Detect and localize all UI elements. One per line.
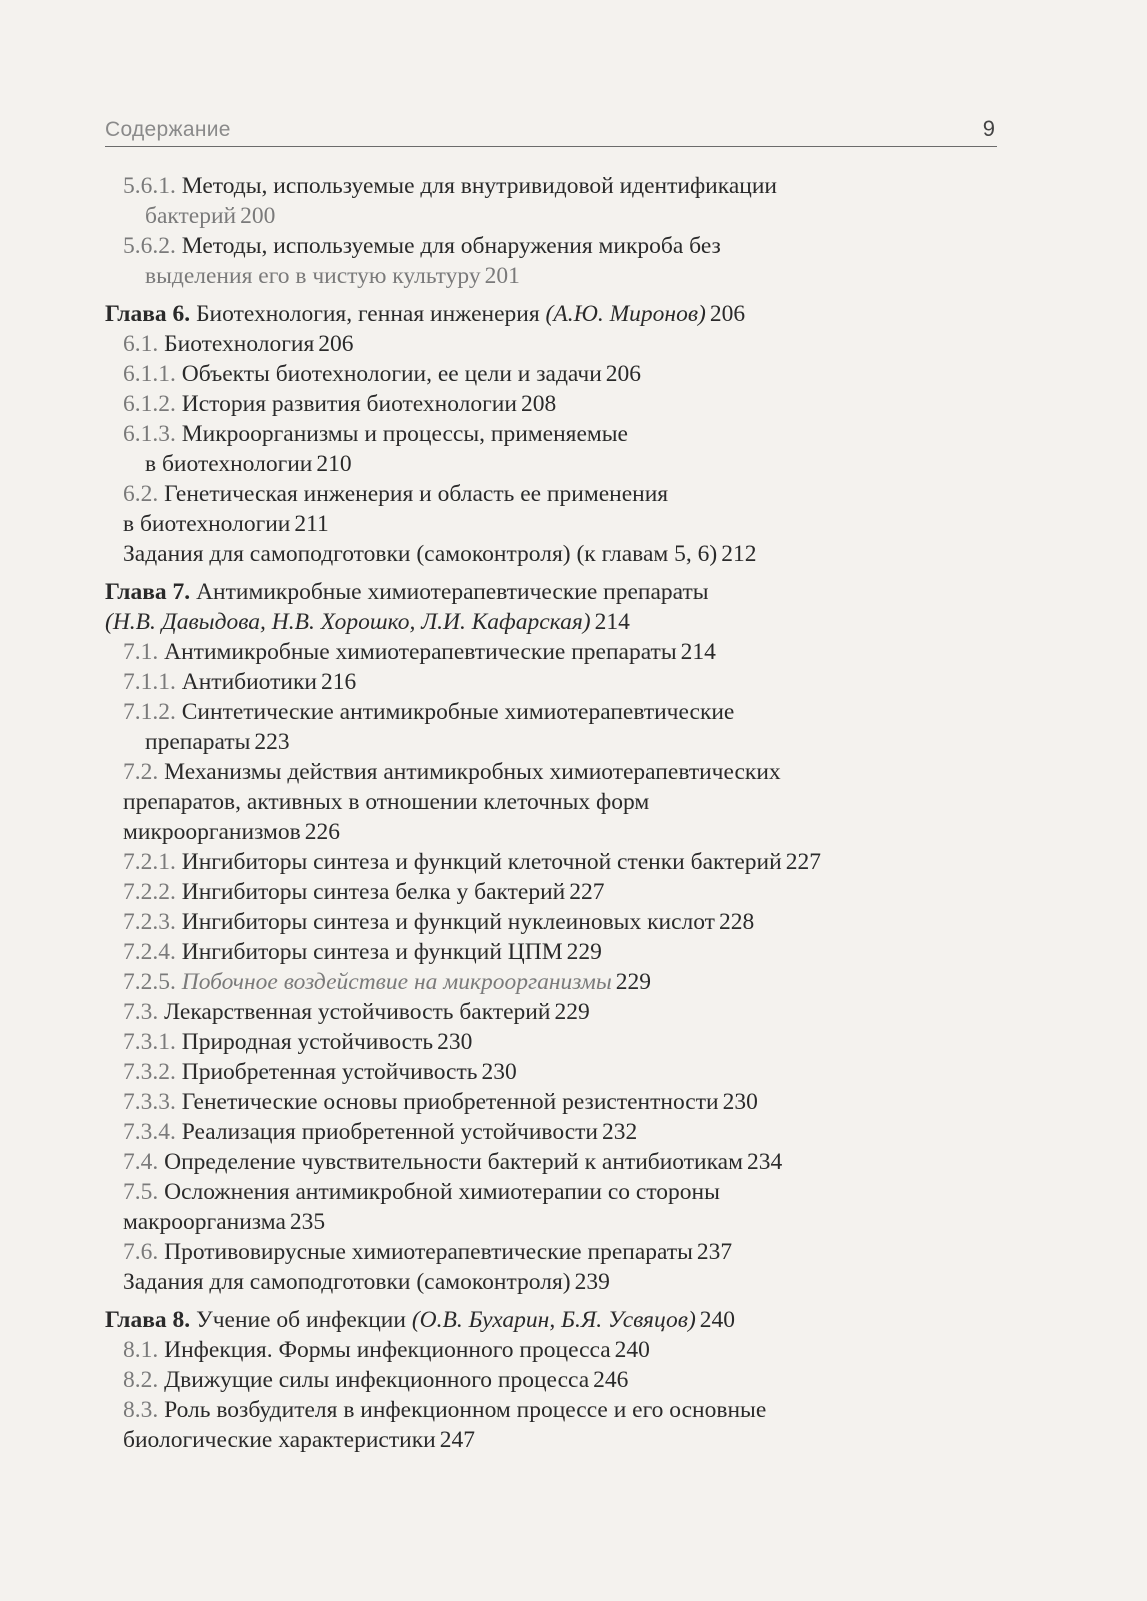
toc-entry bbox=[105, 757, 1000, 847]
section-title: выделения его в чистую культуру bbox=[145, 263, 481, 289]
toc-entry bbox=[105, 1057, 1000, 1087]
toc-entry-last-line bbox=[123, 1147, 1000, 1177]
toc-entry-last-line bbox=[123, 509, 1000, 539]
toc-entry-line bbox=[123, 479, 1000, 509]
toc-entry-last-line bbox=[123, 1207, 1000, 1237]
toc-entry-line bbox=[123, 787, 1000, 817]
chapter-label: Глава 6. bbox=[105, 301, 191, 327]
toc-entry-last-line bbox=[123, 997, 1000, 1027]
page-reference: 223 bbox=[254, 729, 290, 755]
toc-entry-text bbox=[123, 999, 550, 1025]
section-title: Учение об инфекции bbox=[196, 1307, 406, 1333]
toc-entry-last-line bbox=[105, 1305, 1000, 1335]
toc-entry-last-line bbox=[123, 1087, 1000, 1117]
page-reference: 208 bbox=[520, 391, 557, 417]
section-title: Методы, используемые для обнаружения микроба без bbox=[181, 233, 721, 259]
section-number: 7.3.4. bbox=[123, 1119, 176, 1145]
section-title: Приобретенная устойчивость bbox=[181, 1059, 478, 1085]
section-title: Задания для самоподготовки (самоконтроля) (к главам 5, 6) bbox=[123, 541, 718, 567]
section-title: Определение чувствительности бактерий к антибиотикам bbox=[164, 1149, 743, 1175]
toc-entry bbox=[105, 479, 1000, 539]
toc-entry-last-line bbox=[123, 967, 1000, 997]
page-reference: 246 bbox=[593, 1367, 629, 1393]
chapter-label: Глава 8. bbox=[105, 1307, 191, 1333]
section-number: 7.3.3. bbox=[123, 1089, 176, 1115]
toc-entry-last-line bbox=[123, 1335, 1000, 1365]
toc-entry bbox=[105, 1147, 1000, 1177]
toc-entry bbox=[105, 637, 1000, 667]
toc-entry-last-line bbox=[123, 359, 1000, 389]
section-number: 6.1.3. bbox=[123, 421, 176, 447]
toc-entry bbox=[105, 967, 1000, 997]
section-title: биологические характеристики bbox=[123, 1427, 436, 1453]
toc-chapter-entry bbox=[105, 577, 1000, 637]
table-of-contents bbox=[105, 171, 1000, 1455]
section-number: 8.3. bbox=[123, 1397, 159, 1423]
section-title: Осложнения антимикробной химиотерапии со стороны bbox=[164, 1179, 720, 1205]
toc-entry-last-line bbox=[123, 667, 1000, 697]
toc-entry-text bbox=[105, 609, 591, 635]
section-number: 7.3.2. bbox=[123, 1059, 176, 1085]
toc-entry bbox=[105, 907, 1000, 937]
section-title: микроорганизмов bbox=[123, 819, 301, 845]
toc-entry bbox=[105, 539, 1000, 569]
toc-entry-line bbox=[123, 1177, 1000, 1207]
toc-entry-last-line bbox=[105, 607, 1000, 637]
toc-entry-text bbox=[123, 669, 317, 695]
toc-entry-text bbox=[105, 301, 706, 327]
toc-entry-last-line bbox=[123, 1267, 1000, 1297]
section-number: 7.1. bbox=[123, 639, 159, 665]
toc-entry-text bbox=[123, 1149, 743, 1175]
page-reference: 229 bbox=[554, 999, 590, 1025]
chapter-authors: (Н.В. Давыдова, Н.В. Хорошко, Л.И. Кафарская) bbox=[105, 609, 591, 635]
page-reference: 206 bbox=[605, 361, 642, 387]
section-title: Ингибиторы синтеза и функций ЦПМ bbox=[181, 939, 563, 965]
section-title: в биотехнологии bbox=[123, 511, 291, 537]
toc-entry-last-line bbox=[123, 1027, 1000, 1057]
toc-entry bbox=[105, 697, 1000, 757]
section-number: 7.3. bbox=[123, 999, 159, 1025]
page-reference: 230 bbox=[722, 1089, 758, 1115]
toc-entry-last-line bbox=[123, 727, 1000, 757]
toc-entry-text bbox=[123, 1337, 611, 1363]
toc-entry-text bbox=[123, 879, 565, 905]
section-title: Антибиотики bbox=[181, 669, 317, 695]
toc-chapter-entry bbox=[105, 299, 1000, 329]
toc-entry-last-line bbox=[123, 389, 1000, 419]
section-number: 8.1. bbox=[123, 1337, 159, 1363]
page-reference: 200 bbox=[240, 203, 276, 229]
toc-entry bbox=[105, 1117, 1000, 1147]
section-title: препараты bbox=[145, 729, 251, 755]
toc-entry bbox=[105, 1087, 1000, 1117]
section-title: Объекты биотехнологии, ее цели и задачи bbox=[181, 361, 602, 387]
section-title: Роль возбудителя в инфекционном процессе и его основные bbox=[164, 1397, 767, 1423]
section-title: Микроорганизмы и процессы, применяемые bbox=[181, 421, 628, 447]
section-title: Лекарственная устойчивость бактерий bbox=[164, 999, 551, 1025]
toc-entry-text bbox=[123, 331, 314, 357]
section-title: Природная устойчивость bbox=[181, 1029, 434, 1055]
page-reference: 201 bbox=[484, 263, 520, 289]
section-title: Ингибиторы синтеза и функций клеточной стенки бактерий bbox=[181, 849, 782, 875]
toc-entry-text bbox=[123, 541, 717, 567]
page-reference: 234 bbox=[746, 1149, 783, 1175]
section-title: препаратов, активных в отношении клеточных форм bbox=[123, 789, 650, 815]
toc-entry-last-line bbox=[123, 1117, 1000, 1147]
section-title: Реализация приобретенной устойчивости bbox=[181, 1119, 598, 1145]
header-title: Содержание bbox=[105, 118, 231, 141]
toc-entry-text bbox=[145, 451, 312, 477]
toc-entry-last-line bbox=[123, 539, 1000, 569]
section-title: Движущие силы инфекционного процесса bbox=[164, 1367, 590, 1393]
section-title: Антимикробные химиотерапевтические препараты bbox=[164, 639, 677, 665]
toc-entry-line bbox=[123, 1395, 1000, 1425]
toc-entry-text bbox=[145, 263, 481, 289]
toc-entry-text bbox=[123, 391, 517, 417]
toc-entry bbox=[105, 847, 1000, 877]
section-title: Задания для самоподготовки (самоконтроля) bbox=[123, 1269, 571, 1295]
page-reference: 229 bbox=[615, 969, 652, 995]
toc-entry-last-line bbox=[123, 329, 1000, 359]
toc-chapter-entry bbox=[105, 1305, 1000, 1335]
section-number: 6.1.2. bbox=[123, 391, 176, 417]
section-number: 7.4. bbox=[123, 1149, 159, 1175]
toc-entry-text bbox=[145, 729, 250, 755]
toc-entry-last-line bbox=[123, 937, 1000, 967]
toc-entry-text bbox=[123, 1269, 571, 1295]
toc-entry-last-line bbox=[123, 847, 1000, 877]
page-reference: 210 bbox=[316, 451, 352, 477]
page-reference: 226 bbox=[304, 819, 341, 845]
section-number: 8.2. bbox=[123, 1367, 159, 1393]
chapter-authors: (А.Ю. Миронов) bbox=[545, 301, 706, 327]
page-reference: 239 bbox=[574, 1269, 610, 1295]
page-reference: 228 bbox=[718, 909, 755, 935]
toc-entry-last-line bbox=[105, 299, 1000, 329]
toc-entry bbox=[105, 877, 1000, 907]
section-number: 7.6. bbox=[123, 1239, 159, 1265]
toc-entry-text bbox=[123, 909, 715, 935]
section-number: 7.2.4. bbox=[123, 939, 176, 965]
toc-entry-line bbox=[105, 577, 1000, 607]
toc-entry-text bbox=[123, 639, 677, 665]
section-title: бактерий bbox=[145, 203, 237, 229]
page-reference: 212 bbox=[721, 541, 757, 567]
toc-entry-line bbox=[123, 419, 1000, 449]
page-reference: 229 bbox=[566, 939, 602, 965]
section-title: макроорганизма bbox=[123, 1209, 286, 1235]
toc-entry-last-line bbox=[123, 261, 1000, 291]
toc-entry-text bbox=[123, 1239, 693, 1265]
toc-entry bbox=[105, 419, 1000, 479]
toc-entry bbox=[105, 1237, 1000, 1267]
section-number: 7.2.2. bbox=[123, 879, 176, 905]
toc-entry-line bbox=[123, 697, 1000, 727]
section-title: Ингибиторы синтеза белка у бактерий bbox=[181, 879, 566, 905]
toc-entry bbox=[105, 997, 1000, 1027]
page-reference: 214 bbox=[680, 639, 716, 665]
toc-entry bbox=[105, 1177, 1000, 1237]
section-number: 7.3.1. bbox=[123, 1029, 176, 1055]
section-title: Побочное воздействие на микроорганизмы bbox=[181, 969, 612, 995]
page-number: 9 bbox=[982, 116, 995, 141]
toc-entry-last-line bbox=[123, 637, 1000, 667]
page-reference: 230 bbox=[481, 1059, 517, 1085]
section-title: Синтетические антимикробные химиотерапевтические bbox=[181, 699, 735, 725]
section-title: в биотехнологии bbox=[145, 451, 313, 477]
section-number: 6.1.1. bbox=[123, 361, 176, 387]
section-number: 7.2. bbox=[123, 759, 159, 785]
toc-entry bbox=[105, 359, 1000, 389]
toc-entry-last-line bbox=[123, 1057, 1000, 1087]
toc-entry-text bbox=[123, 1029, 433, 1055]
page-reference: 237 bbox=[696, 1239, 733, 1265]
running-header bbox=[105, 114, 997, 147]
toc-entry bbox=[105, 329, 1000, 359]
toc-entry-text bbox=[105, 1307, 696, 1333]
toc-entry-text bbox=[123, 1089, 719, 1115]
page-reference: 227 bbox=[785, 849, 821, 875]
section-title: Биотехнология, генная инженерия bbox=[196, 301, 540, 327]
toc-entry-text bbox=[123, 1119, 598, 1145]
page-reference: 206 bbox=[709, 301, 746, 327]
section-number: 7.5. bbox=[123, 1179, 159, 1205]
toc-entry bbox=[105, 389, 1000, 419]
page-reference: 230 bbox=[437, 1029, 473, 1055]
toc-entry-last-line bbox=[123, 201, 1000, 231]
toc-entry-text bbox=[123, 1059, 477, 1085]
page-reference: 235 bbox=[289, 1209, 326, 1235]
page-reference: 214 bbox=[594, 609, 630, 635]
toc-entry-last-line bbox=[123, 1425, 1000, 1455]
toc-entry-last-line bbox=[123, 907, 1000, 937]
page-reference: 206 bbox=[318, 331, 354, 357]
toc-entry-last-line bbox=[123, 1237, 1000, 1267]
toc-entry bbox=[105, 1365, 1000, 1395]
toc-entry-text bbox=[123, 819, 301, 845]
page-reference: 211 bbox=[294, 511, 329, 537]
section-title: Методы, используемые для внутривидовой идентификации bbox=[181, 173, 777, 199]
toc-entry-line bbox=[123, 231, 1000, 261]
section-number: 7.2.5. bbox=[123, 969, 176, 995]
toc-entry-text bbox=[123, 1209, 286, 1235]
chapter-label: Глава 7. bbox=[105, 579, 191, 605]
toc-entry-text bbox=[123, 939, 563, 965]
section-number: 6.2. bbox=[123, 481, 159, 507]
toc-entry bbox=[105, 1395, 1000, 1455]
section-title: Противовирусные химиотерапевтические препараты bbox=[164, 1239, 693, 1265]
toc-entry-text bbox=[123, 361, 602, 387]
section-number: 5.6.2. bbox=[123, 233, 176, 259]
toc-entry bbox=[105, 171, 1000, 231]
toc-entry bbox=[105, 1335, 1000, 1365]
page-reference: 227 bbox=[569, 879, 605, 905]
toc-entry-text bbox=[123, 1427, 436, 1453]
toc-entry bbox=[105, 231, 1000, 291]
toc-entry bbox=[105, 1267, 1000, 1297]
toc-entry bbox=[105, 667, 1000, 697]
toc-entry-text bbox=[123, 511, 290, 537]
toc-entry-last-line bbox=[123, 877, 1000, 907]
section-title: История развития биотехнологии bbox=[181, 391, 517, 417]
section-title: Генетическая инженерия и область ее применения bbox=[164, 481, 669, 507]
page-reference: 232 bbox=[601, 1119, 638, 1145]
section-title: Механизмы действия антимикробных химиотерапевтических bbox=[164, 759, 781, 785]
toc-entry-line bbox=[123, 757, 1000, 787]
section-number: 6.1. bbox=[123, 331, 159, 357]
section-number: 5.6.1. bbox=[123, 173, 176, 199]
toc-entry-text bbox=[123, 969, 612, 995]
section-title: Антимикробные химиотерапевтические препараты bbox=[196, 579, 709, 605]
section-number: 7.2.1. bbox=[123, 849, 176, 875]
section-number: 7.2.3. bbox=[123, 909, 176, 935]
toc-entry-text bbox=[145, 203, 236, 229]
page-reference: 247 bbox=[439, 1427, 475, 1453]
section-number: 7.1.1. bbox=[123, 669, 176, 695]
toc-entry-last-line bbox=[123, 1365, 1000, 1395]
section-title: Инфекция. Формы инфекционного процесса bbox=[164, 1337, 611, 1363]
toc-entry-last-line bbox=[123, 817, 1000, 847]
toc-entry-line bbox=[123, 171, 1000, 201]
section-number: 7.1.2. bbox=[123, 699, 176, 725]
page-reference: 216 bbox=[320, 669, 357, 695]
toc-entry-text bbox=[123, 849, 782, 875]
section-title: Ингибиторы синтеза и функций нуклеиновых кислот bbox=[181, 909, 715, 935]
toc-entry-last-line bbox=[123, 449, 1000, 479]
section-title: Генетические основы приобретенной резистентности bbox=[181, 1089, 719, 1115]
toc-entry bbox=[105, 1027, 1000, 1057]
page-reference: 240 bbox=[699, 1307, 736, 1333]
section-title: Биотехнология bbox=[164, 331, 315, 357]
toc-entry-text bbox=[123, 1367, 589, 1393]
page-reference: 240 bbox=[614, 1337, 650, 1363]
toc-entry bbox=[105, 937, 1000, 967]
chapter-authors: (О.В. Бухарин, Б.Я. Усвяцов) bbox=[411, 1307, 696, 1333]
